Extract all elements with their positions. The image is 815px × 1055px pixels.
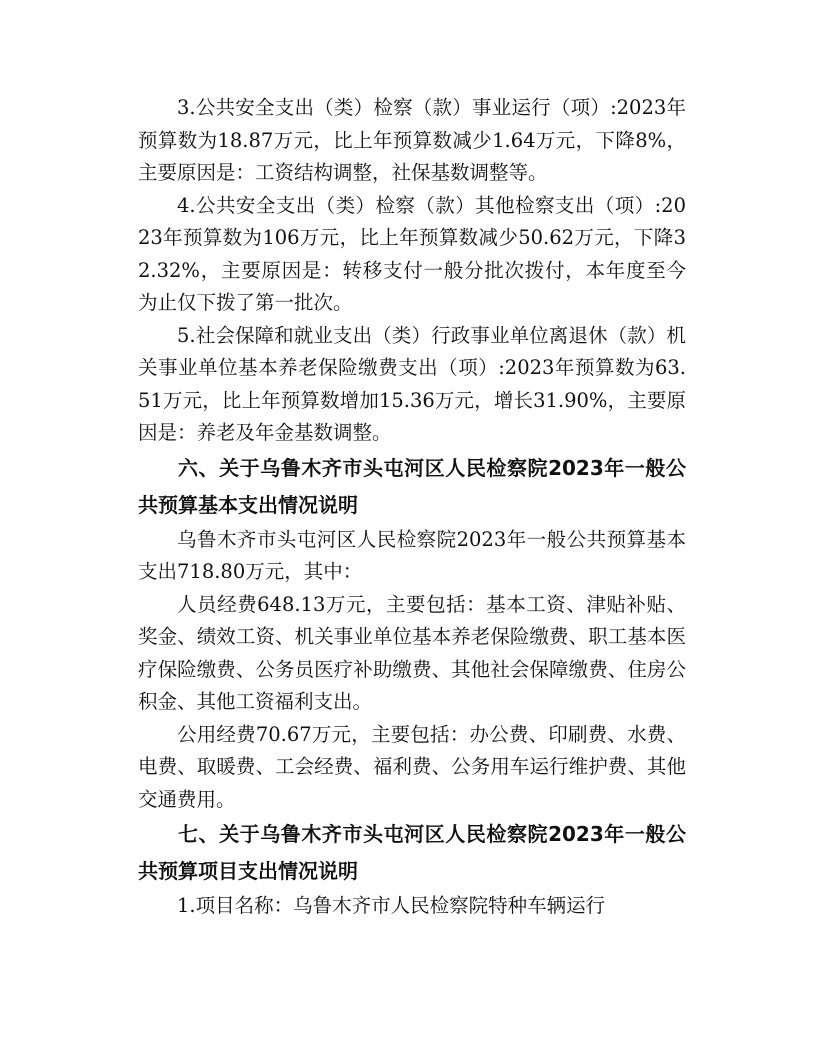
paragraph-personnel-expenses: 人员经费648.13万元，主要包括：基本工资、津贴补贴、奖金、绩效工资、机关事业单位基本养老保险缴费、职工基本医疗保险缴费、公务员医疗补助缴费、其他社会保障缴费、住房公积金、其他工资福利支出。 (138, 592, 686, 713)
section-heading-project-expenditure: 七、关于乌鲁木齐市头屯河区人民检察院2023年一般公共预算项目支出情况说明 (138, 822, 686, 883)
paragraph-public-safety-other: 4.公共安全支出（类）检察（款）其他检察支出（项）:2023年预算数为106万元，比上年预算数减少50.62万元，下降32.32%，主要原因是：转移支付一般分批次拨付，本年度至今为止仅下拨了第一批次。 (138, 193, 686, 314)
paragraph-public-expenses: 公用经费70.67万元，主要包括：办公费、印刷费、水费、电费、取暖费、工会经费、福利费、公务用车运行维护费、其他交通费用。 (138, 722, 686, 811)
paragraph-project-name: 1.项目名称：乌鲁木齐市人民检察院特种车辆运行 (177, 894, 606, 917)
paragraph-basic-expenditure-total: 乌鲁木齐市头屯河区人民检察院2023年一般公共预算基本支出718.80万元，其中： (138, 527, 686, 583)
paragraph-social-security: 5.社会保障和就业支出（类）行政事业单位离退休（款）机关事业单位基本养老保险缴费支出（项）:2023年预算数为63.51万元，比上年预算数增加15.36万元，增长31.90%，主要原因是：养老及年金基数调整。 (138, 323, 686, 444)
paragraph-public-safety-operation: 3.公共安全支出（类）检察（款）事业运行（项）:2023年预算数为18.87万元，比上年预算数减少1.64万元，下降8%，主要原因是：工资结构调整，社保基数调整等。 (138, 96, 686, 184)
section-heading-basic-expenditure: 六、关于乌鲁木齐市头屯河区人民检察院2023年一般公共预算基本支出情况说明 (138, 455, 686, 517)
document-page (138, 92, 686, 923)
